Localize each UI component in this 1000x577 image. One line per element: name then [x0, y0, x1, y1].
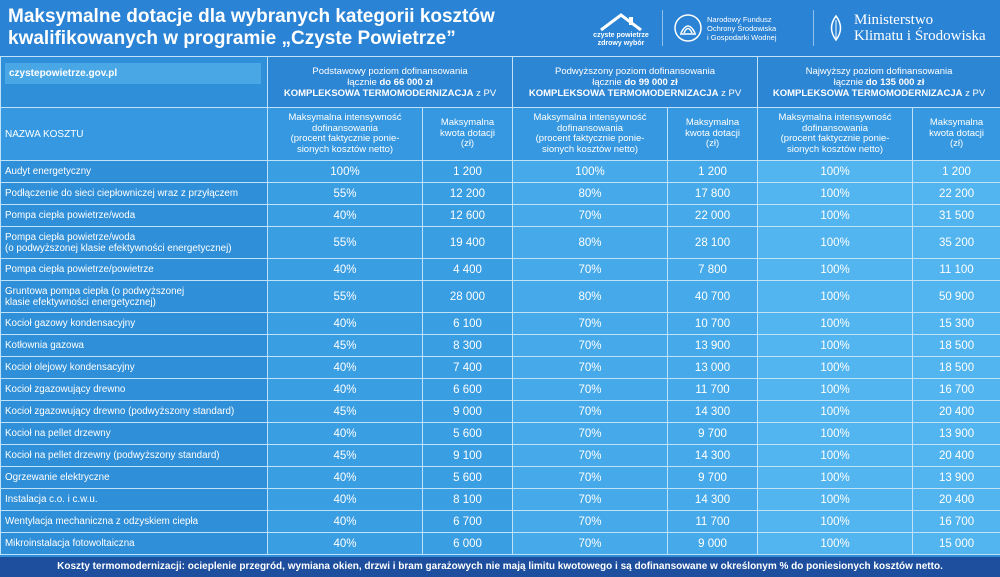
table-row [1, 445, 1000, 467]
intensity-value: 70% [513, 533, 668, 555]
amount-value: 1 200 [423, 161, 513, 183]
intensity-value: 70% [513, 357, 668, 379]
intensity-value: 45% [268, 401, 423, 423]
amount-value: 6 000 [423, 533, 513, 555]
column-header-amount: Maksymalna kwota dotacji (zł) [423, 108, 513, 161]
amount-value: 8 300 [423, 335, 513, 357]
amount-value: 5 600 [423, 467, 513, 489]
website-cell [1, 57, 268, 108]
footer-note: Koszty termomodernizacji: ocieplenie przegród, wymiana okien, drzwi i bram garażowych nie mają limitu kwotowego i są dofinansowane w określonym % do poniesionych kosztów netto. [0, 557, 1000, 577]
website-link[interactable]: czystepowietrze.gov.pl [5, 63, 261, 84]
intensity-value: 40% [268, 533, 423, 555]
intensity-value: 40% [268, 379, 423, 401]
amount-value: 15 000 [913, 533, 1000, 555]
header [0, 0, 1000, 56]
logos [590, 8, 992, 48]
amount-value: 6 600 [423, 379, 513, 401]
intensity-value: 70% [513, 467, 668, 489]
amount-value: 11 700 [668, 511, 758, 533]
intensity-value: 40% [268, 357, 423, 379]
intensity-value: 70% [513, 511, 668, 533]
amount-value: 14 300 [668, 489, 758, 511]
intensity-value: 45% [268, 335, 423, 357]
ministry-emblem-icon [824, 14, 848, 42]
intensity-value: 80% [513, 183, 668, 205]
cost-name: Kocioł gazowy kondensacyjny [1, 313, 268, 335]
amount-value: 50 900 [913, 281, 1000, 313]
intensity-value: 70% [513, 313, 668, 335]
table-row [1, 379, 1000, 401]
table-row [1, 511, 1000, 533]
cost-name: Kotłownia gazowa [1, 335, 268, 357]
amount-value: 1 200 [668, 161, 758, 183]
table-row [1, 423, 1000, 445]
amount-value: 9 700 [668, 467, 758, 489]
intensity-value: 100% [758, 511, 913, 533]
table-row [1, 533, 1000, 555]
amount-value: 4 400 [423, 259, 513, 281]
intensity-value: 100% [758, 183, 913, 205]
intensity-value: 70% [513, 489, 668, 511]
cost-name: Pompa ciepła powietrze/woda [1, 205, 268, 227]
intensity-value: 40% [268, 259, 423, 281]
fund-emblem-icon [673, 13, 703, 43]
cost-name: Pompa ciepła powietrze/powietrze [1, 259, 268, 281]
amount-value: 9 100 [423, 445, 513, 467]
intensity-value: 70% [513, 335, 668, 357]
amount-value: 13 900 [913, 423, 1000, 445]
ministry-logo: Ministerstwo Klimatu i Środowiska [824, 12, 992, 44]
intensity-value: 70% [513, 445, 668, 467]
table-row [1, 205, 1000, 227]
intensity-value: 100% [758, 357, 913, 379]
czyste-powietrze-logo: czyste powietrze zdrowy wybór [590, 8, 652, 48]
amount-value: 14 300 [668, 445, 758, 467]
intensity-value: 100% [758, 533, 913, 555]
level-basic-header: Podstawowy poziom dofinansowania łącznie do 66 000 zł KOMPLEKSOWA TERMOMODERNIZACJA z PV [268, 57, 513, 108]
amount-value: 20 400 [913, 401, 1000, 423]
intensity-value: 70% [513, 379, 668, 401]
intensity-value: 100% [758, 335, 913, 357]
amount-value: 13 900 [668, 335, 758, 357]
intensity-value: 100% [758, 259, 913, 281]
amount-value: 10 700 [668, 313, 758, 335]
intensity-value: 40% [268, 423, 423, 445]
cost-name: Gruntowa pompa ciepła (o podwyższonej klasie efektywności energetycznej) [1, 281, 268, 313]
intensity-value: 100% [758, 489, 913, 511]
intensity-value: 55% [268, 227, 423, 259]
amount-value: 22 200 [913, 183, 1000, 205]
nfosigw-logo: Narodowy Fundusz Ochrony Środowiska i Gospodarki Wodnej [673, 13, 803, 43]
amount-value: 13 900 [913, 467, 1000, 489]
amount-value: 18 500 [913, 357, 1000, 379]
cost-name: Kocioł na pellet drzewny (podwyższony standard) [1, 445, 268, 467]
intensity-value: 40% [268, 313, 423, 335]
amount-value: 28 100 [668, 227, 758, 259]
intensity-value: 70% [513, 423, 668, 445]
amount-value: 6 700 [423, 511, 513, 533]
intensity-value: 100% [758, 379, 913, 401]
column-header-name: NAZWA KOSZTU [1, 108, 268, 161]
amount-value: 1 200 [913, 161, 1000, 183]
amount-value: 13 000 [668, 357, 758, 379]
cost-name: Kocioł olejowy kondensacyjny [1, 357, 268, 379]
intensity-value: 40% [268, 489, 423, 511]
amount-value: 17 800 [668, 183, 758, 205]
intensity-value: 100% [758, 227, 913, 259]
amount-value: 14 300 [668, 401, 758, 423]
table-row [1, 227, 1000, 259]
cost-name: Kocioł na pellet drzewny [1, 423, 268, 445]
table-row [1, 467, 1000, 489]
amount-value: 5 600 [423, 423, 513, 445]
table-row [1, 335, 1000, 357]
intensity-value: 40% [268, 205, 423, 227]
amount-value: 7 800 [668, 259, 758, 281]
cost-name: Ogrzewanie elektryczne [1, 467, 268, 489]
table-row [1, 259, 1000, 281]
intensity-value: 45% [268, 445, 423, 467]
intensity-value: 100% [513, 161, 668, 183]
amount-value: 20 400 [913, 489, 1000, 511]
table-row [1, 401, 1000, 423]
cost-name: Kocioł zgazowujący drewno (podwyższony standard) [1, 401, 268, 423]
intensity-value: 55% [268, 281, 423, 313]
amount-value: 12 200 [423, 183, 513, 205]
cost-name: Mikroinstalacja fotowoltaiczna [1, 533, 268, 555]
intensity-value: 40% [268, 467, 423, 489]
amount-value: 40 700 [668, 281, 758, 313]
column-header-intensity: Maksymalna intensywność dofinansowania (procent faktycznie ponie- sionych kosztów netto) [758, 108, 913, 161]
table-row [1, 489, 1000, 511]
intensity-value: 40% [268, 511, 423, 533]
amount-value: 16 700 [913, 379, 1000, 401]
intensity-value: 100% [758, 205, 913, 227]
amount-value: 11 100 [913, 259, 1000, 281]
amount-value: 9 700 [668, 423, 758, 445]
house-icon [599, 12, 643, 32]
amount-value: 9 000 [423, 401, 513, 423]
amount-value: 18 500 [913, 335, 1000, 357]
table-row [1, 281, 1000, 313]
amount-value: 20 400 [913, 445, 1000, 467]
amount-value: 11 700 [668, 379, 758, 401]
intensity-value: 100% [758, 161, 913, 183]
amount-value: 9 000 [668, 533, 758, 555]
intensity-value: 55% [268, 183, 423, 205]
amount-value: 7 400 [423, 357, 513, 379]
table-row [1, 161, 1000, 183]
amount-value: 19 400 [423, 227, 513, 259]
column-header-intensity: Maksymalna intensywność dofinansowania (procent faktycznie ponie- sionych kosztów netto) [513, 108, 668, 161]
intensity-value: 70% [513, 259, 668, 281]
amount-value: 12 600 [423, 205, 513, 227]
amount-value: 28 000 [423, 281, 513, 313]
table-row [1, 183, 1000, 205]
cost-name: Wentylacja mechaniczna z odzyskiem ciepła [1, 511, 268, 533]
amount-value: 6 100 [423, 313, 513, 335]
amount-value: 35 200 [913, 227, 1000, 259]
amount-value: 8 100 [423, 489, 513, 511]
intensity-value: 70% [513, 205, 668, 227]
cost-name: Audyt energetyczny [1, 161, 268, 183]
intensity-value: 100% [268, 161, 423, 183]
cost-name: Instalacja c.o. i c.w.u. [1, 489, 268, 511]
amount-value: 15 300 [913, 313, 1000, 335]
cost-name: Kocioł zgazowujący drewno [1, 379, 268, 401]
column-header-intensity: Maksymalna intensywność dofinansowania (procent faktycznie ponie- sionych kosztów netto) [268, 108, 423, 161]
column-header-amount: Maksymalna kwota dotacji (zł) [668, 108, 758, 161]
cost-name: Pompa ciepła powietrze/woda (o podwyższonej klasie efektywności energetycznej) [1, 227, 268, 259]
table-row [1, 313, 1000, 335]
cost-name: Podłączenie do sieci ciepłowniczej wraz z przyłączem [1, 183, 268, 205]
grant-table [0, 56, 1000, 555]
intensity-value: 80% [513, 227, 668, 259]
intensity-value: 70% [513, 401, 668, 423]
intensity-value: 100% [758, 281, 913, 313]
amount-value: 22 000 [668, 205, 758, 227]
intensity-value: 80% [513, 281, 668, 313]
intensity-value: 100% [758, 313, 913, 335]
level-highest-header: Najwyższy poziom dofinansowania łącznie do 135 000 zł KOMPLEKSOWA TERMOMODERNIZACJA z PV [758, 57, 1000, 108]
amount-value: 16 700 [913, 511, 1000, 533]
table-row [1, 357, 1000, 379]
page-title: Maksymalne dotacje dla wybranych kategorii kosztów kwalifikowanych w programie „Czyste Powietrze” [8, 6, 495, 49]
column-header-amount: Maksymalna kwota dotacji (zł) [913, 108, 1000, 161]
intensity-value: 100% [758, 401, 913, 423]
intensity-value: 100% [758, 445, 913, 467]
intensity-value: 100% [758, 467, 913, 489]
level-increased-header: Podwyższony poziom dofinansowania łącznie do 99 000 zł KOMPLEKSOWA TERMOMODERNIZACJA z PV [513, 57, 758, 108]
amount-value: 31 500 [913, 205, 1000, 227]
intensity-value: 100% [758, 423, 913, 445]
